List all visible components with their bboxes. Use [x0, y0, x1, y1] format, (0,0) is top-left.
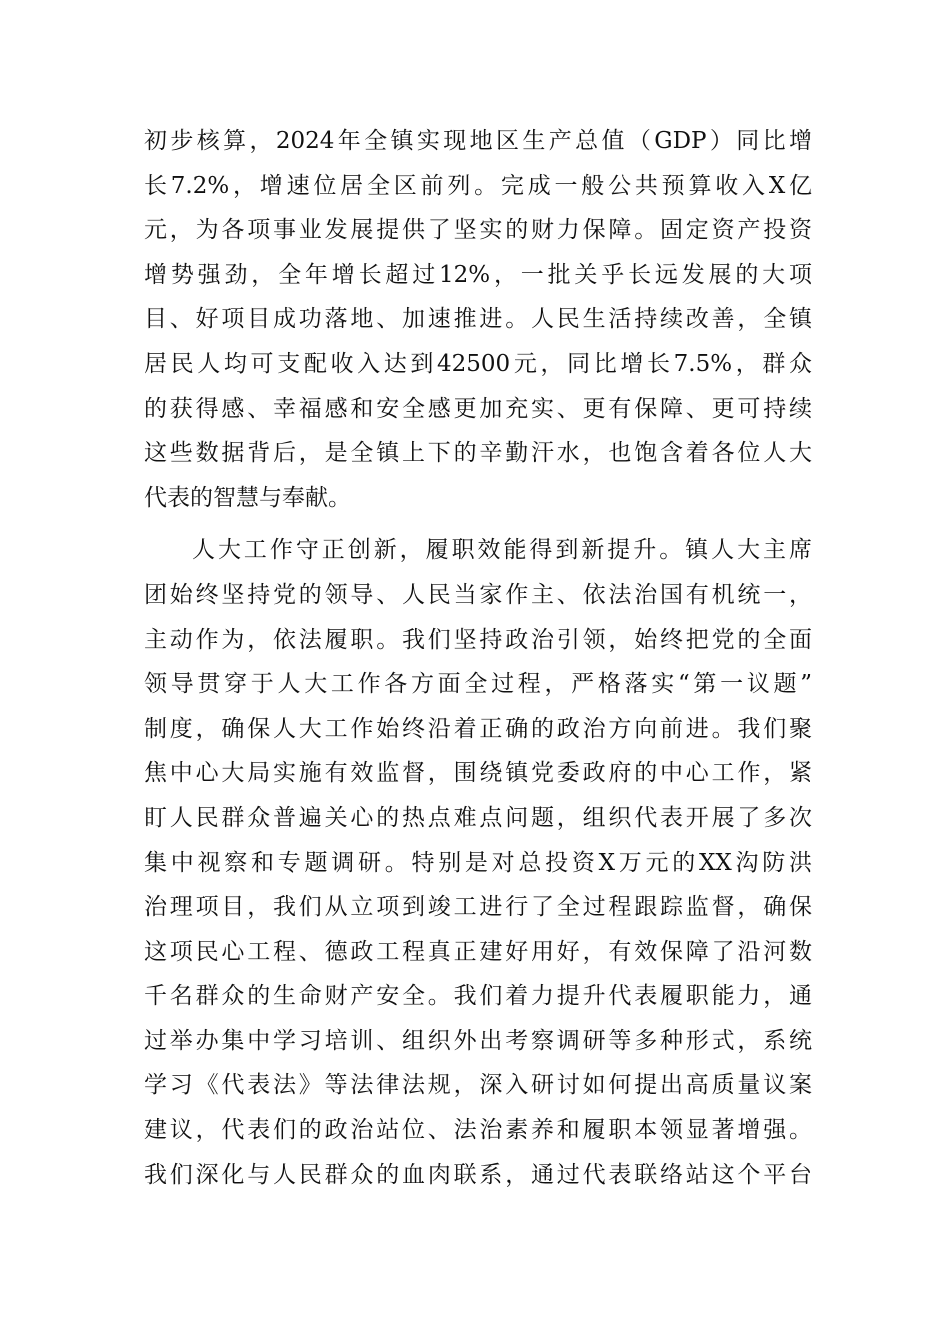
text-line: 主动作为，依法履职。我们坚持政治引领，始终把党的全面: [144, 626, 812, 653]
text-line: 焦中心大局实施有效监督，围绕镇党委政府的中心工作，紧: [144, 760, 812, 787]
document-body: [144, 119, 812, 1197]
text-line: 团始终坚持党的领导、人民当家作主、依法治国有机统一，: [144, 581, 812, 608]
text-line: 初步核算，2024年全镇实现地区生产总值（GDP）同比增: [144, 128, 812, 154]
text-line: 的获得感、幸福感和安全感更加充实、更有保障、更可持续: [144, 395, 812, 422]
text-line: 千名群众的生命财产安全。我们着力提升代表履职能力，通: [144, 983, 812, 1010]
text-line: 学习《代表法》等法律法规，深入研讨如何提出高质量议案: [144, 1072, 812, 1099]
paragraph-npc-work: [144, 528, 812, 1197]
text-line: 目、好项目成功落地、加速推进。人民生活持续改善，全镇: [144, 306, 812, 333]
paragraph-economy: [144, 119, 812, 520]
text-line: 集中视察和专题调研。特别是对总投资X万元的XX沟防洪: [144, 849, 812, 876]
text-line: 这些数据背后，是全镇上下的辛勤汗水，也饱含着各位人大: [144, 440, 812, 467]
text-line: 增势强劲，全年增长超过12%，一批关乎长远发展的大项: [144, 261, 812, 288]
text-line: 过举办集中学习培训、组织外出考察调研等多种形式，系统: [144, 1027, 812, 1054]
text-line: 居民人均可支配收入达到42500元，同比增长7.5%，群众: [144, 350, 812, 377]
text-line: 人大工作守正创新，履职效能得到新提升。镇人大主席: [192, 537, 812, 564]
text-line: 制度，确保人大工作始终沿着正确的政治方向前进。我们聚: [144, 715, 812, 742]
text-line: 我们深化与人民群众的血肉联系，通过代表联络站这个平台: [144, 1161, 812, 1188]
paragraph-gap: [144, 520, 812, 528]
text-line: 治理项目，我们从立项到竣工进行了全过程跟踪监督，确保: [144, 894, 812, 921]
text-line: 建议，代表们的政治站位、法治素养和履职本领显著增强。: [144, 1117, 812, 1144]
text-line: 长7.2%，增速位居全区前列。完成一般公共预算收入X亿: [144, 172, 812, 199]
text-line: 代表的智慧与奉献。: [144, 484, 351, 511]
text-line: 元，为各项事业发展提供了坚实的财力保障。固定资产投资: [144, 217, 812, 244]
text-line: 这项民心工程、德政工程真正建好用好，有效保障了沿河数: [144, 938, 812, 965]
text-line: 领导贯穿于人大工作各方面全过程，严格落实“第一议题”: [144, 671, 812, 698]
text-line: 盯人民群众普遍关心的热点难点问题，组织代表开展了多次: [144, 804, 812, 831]
